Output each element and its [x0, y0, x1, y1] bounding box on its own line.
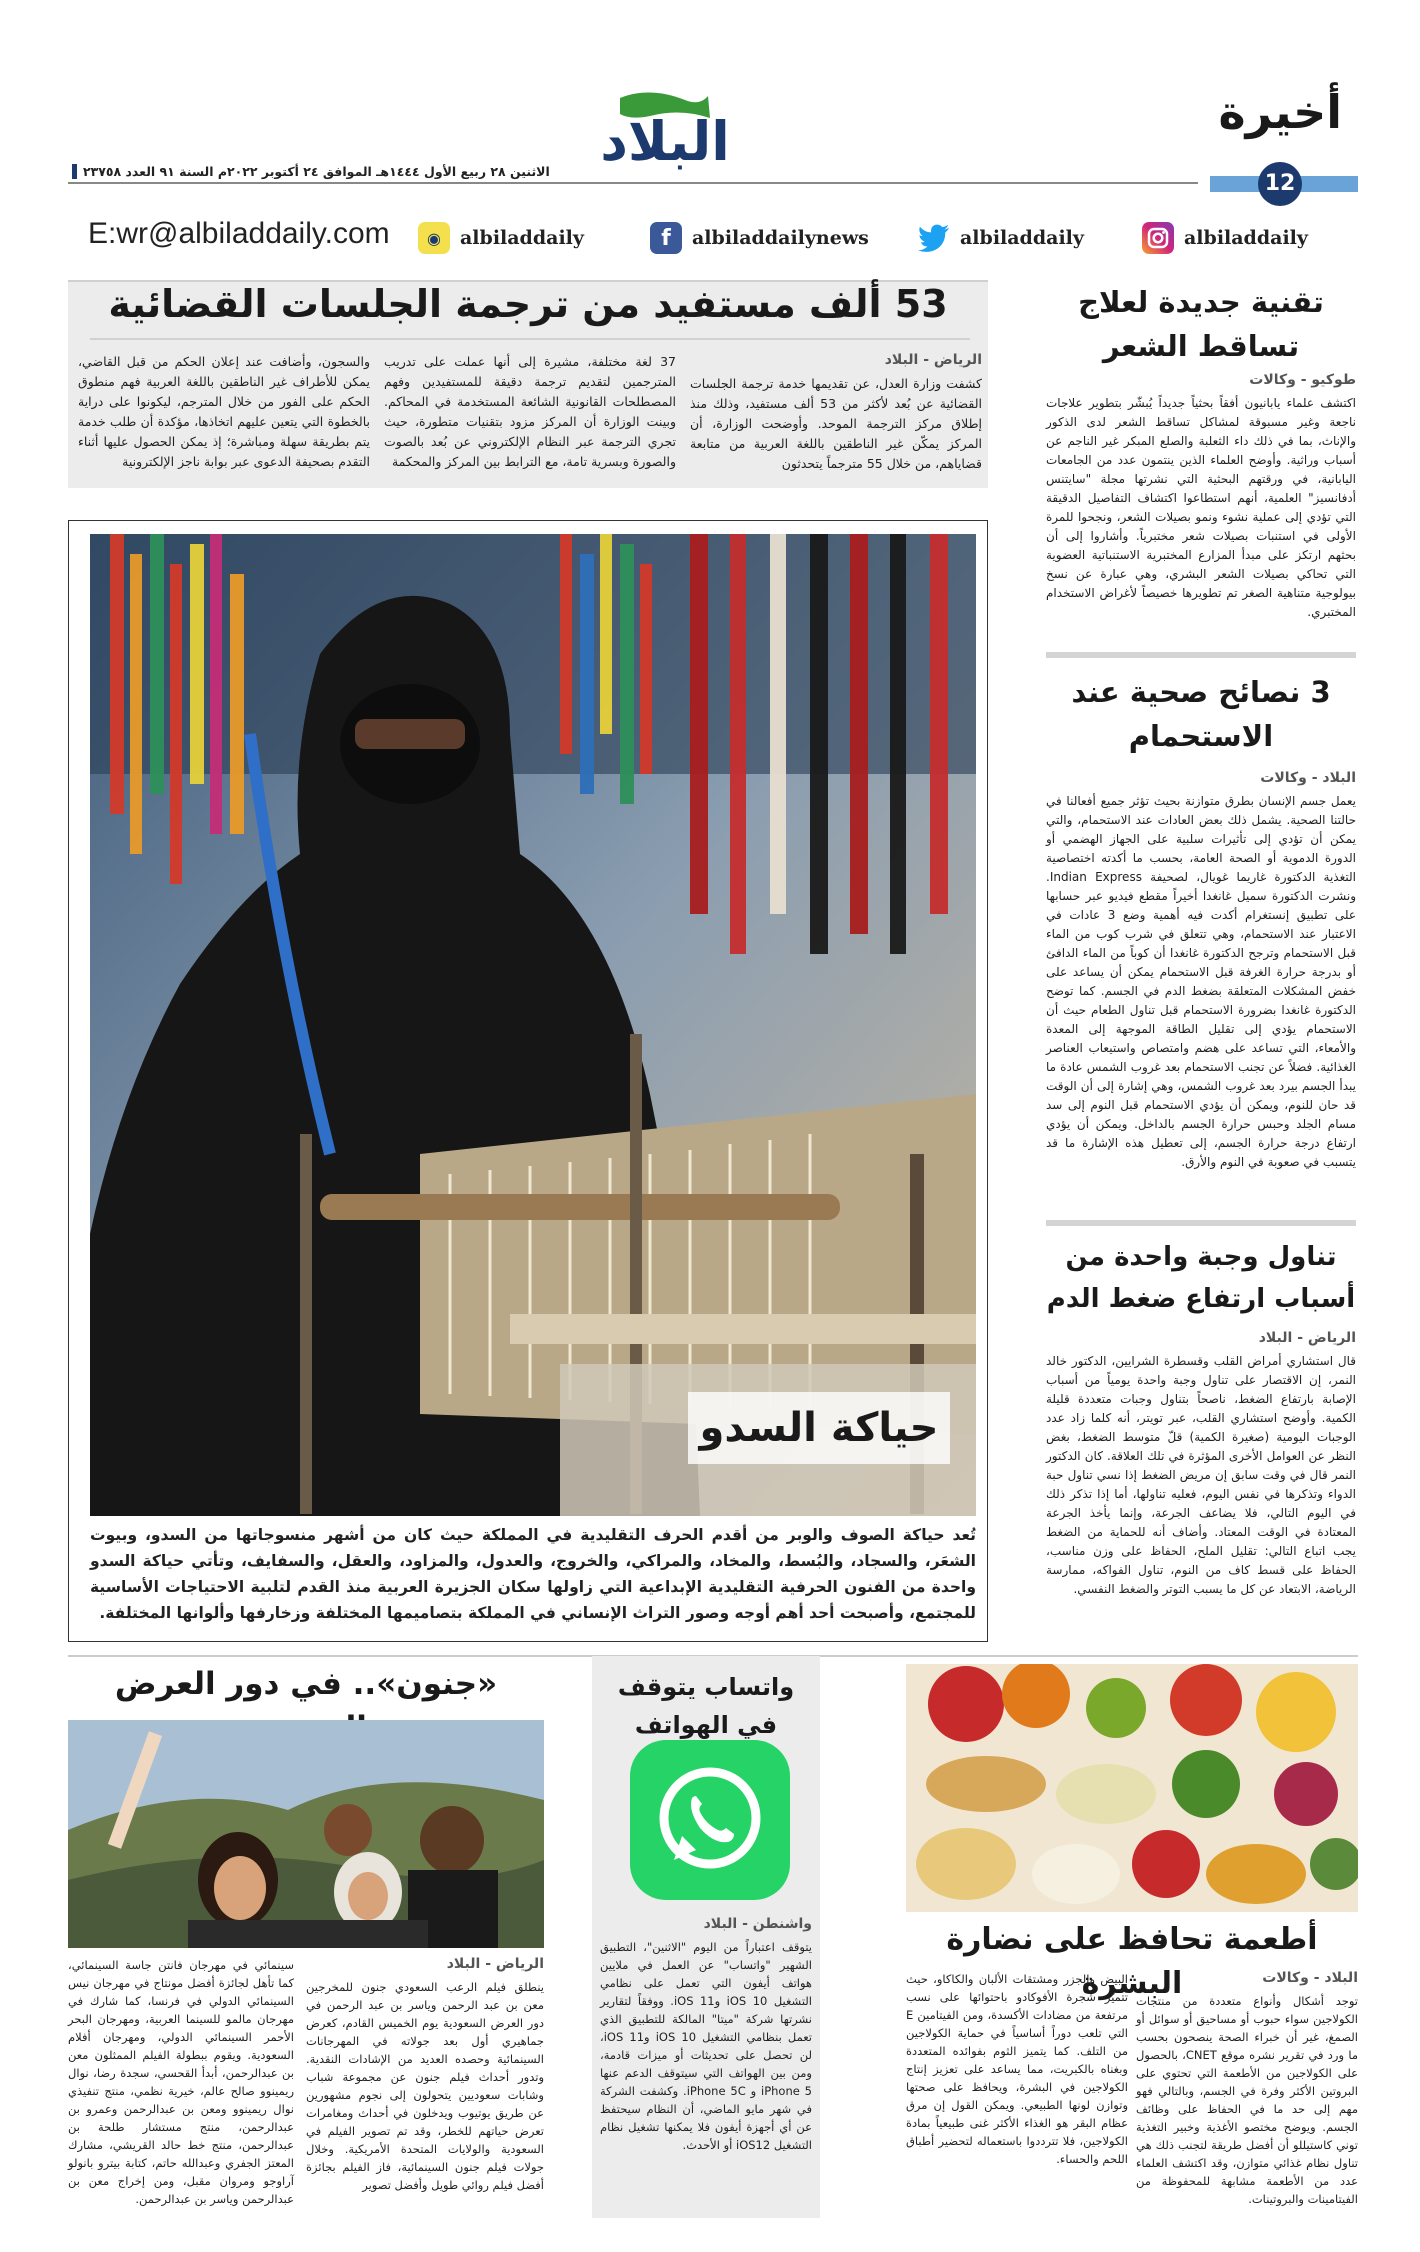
- main-story-col-3: [78, 352, 370, 472]
- social-handle-facebook: albiladdailynews: [692, 227, 869, 249]
- movie-photo: [68, 1720, 544, 1948]
- movie-headline: «جنون».. في دور العرض: [114, 1666, 498, 1702]
- dateline: الاثنين ٢٨ ربيع الأول ١٤٤٤هـ الموافق ٢٤ أكتوبر ٢٠٢٢م السنة ٩١ العدد ٢٣٧٥٨: [72, 164, 550, 179]
- bp-headline: تناول وجبة واحدة من أسباب ارتفاع ضغط الدم: [1046, 1242, 1356, 1314]
- hair-byline: طوكيو - وكالات: [1249, 372, 1356, 388]
- food-text-2: البيض والجزر ومشتقات الألبان والكاكاو، حيث تتميّز شجرة الأفوكادو باحتوائها على نسب مرتفعة من مضادات الأكسدة، ومن الفيتامين E التي تلعب دوراً أساسياً في حماية الكولاجين من التلف. كما يتميز الثوم بفوائده المتعددة وبغناه بالكبريت، مما يساعد على تعزيز إنتاج الكولاجين في البشرة، ويحافظ على صحتها وتوازن لونها الطبيعي. ويمكن القول إن مرق عظام البقر هو الغذاء الأكثر غنى طبيعياً بمادة الكولاجين، فلا تترددوا باستعماله لتحضير أطباق اللحم والحساء.: [906, 1972, 1128, 2166]
- whatsapp-story: [600, 1916, 812, 2154]
- movie-text-2: سينمائي في مهرجان فانتن جاسة السينمائي، كما تأهل لجائزة أفضل مونتاج في مهرجان نيس السينمائي الدولي في فرنسا، كما شارك في مهرجان مالمو للسينما العربية، ومهرجان البحر الأحمر السينمائي الدولي، ومهرجان أفلام السعودية. ويقوم ببطولة الفيلم الممثلون معن بن عبدالرحمن، أبدأ القحسي، سجدة رضا، نوال ريمينوو صالح عالم، خيرية نظمي، منتج تنفيذي نوال ريمينوو ومعن بن عبدالرحمن وعمرو بن عبدالرحمن، منتج مستشار طلحة بن عبدالرحمن، منتج خط حالد القريشي، مشارك المعتز الجفري وعبدالله حاتم، كتابة بيترو بانولو آراوجو ومروان مقبل، ومن إخراج معن بن عبدالرحمن وياسر بن عبدالرحمن.: [68, 1958, 294, 2206]
- main-story-divider: [90, 338, 970, 340]
- movie-col-1: [306, 1956, 544, 2194]
- bp-text: قال استشاري أمراض القلب وقسطرة الشرايين، الدكتور خالد النمر، إن الاقتصار على تناول وجبة واحدة يومياً من أسباب الإصابة بارتفاع الضغط، ناصحاً بتناول وجبات متعددة قليلة الكمية. وأوضح استشاري القلب، عبر تويتر، أنه كلما زاد عدد الوجبات اليومية (صغيرة الكمية) قلّ متوسط الضغط، بغض النظر عن العوامل الأخرى المؤثرة في تلك العلاقة. كان الدكتور النمر قال في وقت سابق إن مريض الضغط إذا نسي تناول حبة الدواء وتذكرها في نفس اليوم، فعليه تناولها، أما إذا تذكر ذلك في اليوم التالي، فلا يضاعف الجرعة، وإنما يأخذ الجرعة المعتادة في الوقت المعتاد. وأضاف أنه للحماية من الضغط يجب اتباع التالي: تقليل الملح، الحفاظ على وزن مناسب، الحفاظ على قسط كاف من النوم، تناول الفواكه، ممارسة الرياضة، الابتعاد عن كل ما يسبب التوتر والضغط النفسي.: [1046, 1354, 1356, 1596]
- whatsapp-text: يتوقف اعتباراً من اليوم "الاثنين"، التطبيق الشهير "واتساب" عن العمل في ملايين هواتف أيفون التي تعمل على نظامي التشغيل iOS 10 وiOS 11. ووفقاً لتقارير نشرتها شركة "ميتا" المالكة للتطبيق الذي تعمل بنظامي التشغيل iOS 10 وiOS 11، لن تحصل على تحديثات أو ميزات قادمة، ومن بين الهواتف التي سيتوقف الدعم عنها iPhone 5 و iPhone 5C. وكشفت الشركة في شهر مايو الماضي، أن النظام سيحتفظ عن أي أجهزة أيفون فلا يمكنها تشغيل نظام التشغيل iOS12 أو الأحدث.: [600, 1940, 813, 2152]
- whatsapp-byline: واشنطن - البلاد: [703, 1916, 812, 1932]
- food-col-1: [1136, 1970, 1358, 2208]
- instagram-icon: [1142, 222, 1174, 254]
- food-photo: [906, 1664, 1358, 1912]
- social-handle-instagram: albiladdaily: [1184, 227, 1308, 249]
- main-story-text-3: والسجون، وأضافت عند إعلان الحكم من قبل القاضي، يمكن للأطراف غير الناطقين باللغة العربية فهم منطوق الحكم على الفور من خلال المترجم، ليكونوا على دراية بالخطوة التي يتعين عليهم اتخاذها، مؤكدة أن طلب خدمة يتم بطريقة سهلة ومباشرة؛ إذ يمكن الحصول عليها أثناء التقدم بصحيفة الدعوى عبر بوابة ناجز الإلكترونية: [78, 354, 370, 469]
- bath-story: [1046, 770, 1356, 1172]
- main-story-text-1: كشفت وزارة العدل، عن تقديمها خدمة ترجمة الجلسات القضائية عن بُعد لأكثر من 53 ألف مستفيد، وذلك منذ إطلاق مركز الترجمة الموحد. وأوضحت الوزارة، أن المركز يمكّن غير الناطقين باللغة العربية من متابعة قضاياهم، من خلال 55 مترجماً يتحدثون: [690, 376, 983, 471]
- hair-story: [1046, 372, 1356, 622]
- main-story-headline: 53 ألف مستفيد من ترجمة الجلسات القضائية: [108, 282, 948, 326]
- whatsapp-icon: [630, 1740, 790, 1900]
- logo-text: البلاد: [600, 110, 730, 170]
- twitter-icon: [918, 222, 950, 254]
- facebook-icon: f: [650, 222, 682, 254]
- page-number: 12: [1258, 162, 1302, 206]
- snapchat-icon: ◉: [418, 222, 450, 254]
- feature-photo: [90, 534, 976, 1516]
- movie-col-2: [68, 1956, 294, 2208]
- bp-story: [1046, 1330, 1356, 1599]
- social-facebook[interactable]: [650, 220, 869, 256]
- main-story-text-2: 37 لغة مختلفة، مشيرة إلى أنها عملت على تدريب المترجمين لتقديم ترجمة دقيقة للمستفيدين وفهم المصطلحات القانونية الشائعة المستخدمة في المحاكم. وبينت الوزارة أن المركز مزود بتقنيات متطورة، حيث تجري الترجمة عبر النظام الإلكتروني عن بُعد بالصوت والصورة وبسرية تامة، مع الترابط بين المركز والمحكمة: [384, 354, 676, 469]
- section-title: أخيرة: [1218, 85, 1342, 139]
- movie-text-1: ينطلق فيلم الرعب السعودي جنون للمخرجين معن بن عبد الرحمن وياسر بن عبد الرحمن في دور العرض السعودية يوم الخميس القادم، كعرض جماهيري أول بعد جولاته في المهرجانات السينمائية وحصده العديد من الإشادات النقدية. وتدور أحداث فيلم جنون عن مجموعة شباب وشابات سعوديين يتحولون إلى نجوم مشهورين عن طريق يوتيوب ويدخلون في أحداث ومغامرات تعرض حياتهم للخطر، وقد تم تصوير الفيلم في السعودية والولايات المتحدة الأمريكية. وخلال جولات فيلم جنون السينمائية، فاز الفيلم بجائزة أفضل فيلم روائي طويل وأفضل تصوير: [306, 1980, 544, 2192]
- section-divider: [1046, 652, 1356, 658]
- food-byline: البلاد - وكالات: [1262, 1970, 1358, 1986]
- main-story-col-2: [384, 352, 676, 472]
- food-text-1: توجد أشكال وأنواع متعددة من منتجات الكولاجين سواء حبوب أو مساحيق أو سوائل أو الصمغ، غير أن خبراء الصحة ينصحون بحسب ما ورد في تقرير نشره موقع CNET، بالحصول على الكولاجين من الأطعمة التي تحتوي على البروتين الأكثر وفرة في الجسم، وبالتالي فهو مهم إلى حد ما في الحفاظ على وظائف الجسم. ويوضح مختصو الأغذية وخبير التغذية توني كاستيللو أن أفضل طريقة لتجنب ذلك هي تناول نظام غذائي متوازن، وقد اكتشف العلماء عدد من الأطعمة مشابهة للمحفوظة من الفيتامينات والبروتينات.: [1136, 1994, 1358, 2206]
- food-col-2: [906, 1970, 1128, 2168]
- contact-email[interactable]: E:wr@albiladdaily.com: [88, 217, 390, 250]
- bath-text: يعمل جسم الإنسان بطرق متوازنة بحيث تؤثر جميع أفعالنا في حالتنا الصحية. يشمل ذلك بعض العادات عند الاستحمام، والتي يمكن أن تؤدي إلى تأثيرات سلبية على الجهاز الهضمي أو الدورة الدموية أو الصحة العامة، بحسب ما أكدته اختصاصية التغذية الدكتورة غاريما غويال، لصحيفة Indian Express. ونشرت الدكتورة سميل غانغدا أخيراً مقطع فيديو عبر حسابها على تطبيق إنستغرام أكدت فيه أهمية وضع 3 عادات في الاعتبار عند الاستحمام، وهي تتعلق في شرب كوب من الماء قبل الاستحمام وترجح الدكتورة غانغدا أن كوباً من الماء الدافئ أو بدرجة حرارة الغرفة قبل الاستحمام يمكن أن يساعد على خفض المشكلات المتعلقة بضغط الدم في الجسم. كما توضح الدكتورة غانغدا بضرورة الاستحمام قبل تناول الطعام حيث أن الاستحمام يؤدي إلى تقليل الطاقة الموجهة إلى المعدة والأمعاء، التي تساعد على هضم وامتصاص واستيعاب العناصر الغذائية. فضلاً عن تجنب الاستحمام بعد غروب الشمس عادة ما يبدأ الجسم بيرد بعد غروب الشمس، وهي إشارة إلى أن الوقت قد حان للنوم، ويمكن أن يؤدي الاستحمام قبل النوم إلى سد مسام الجلد وحبس حرارة الجسم بالداخل. ويمكن أن يؤدي ارتفاع درجة حرارة الجسم، إلى تعطيل هذه الإشارة ما قد يتسبب في صعوبة في النوم والأرق.: [1046, 794, 1356, 1169]
- hair-text: اكتشف علماء يابانيون أفقاً بحثياً جديداً يُبشّر بتطوير علاجات ناجعة وغير مسبوقة لمشاكل تساقط الشعر لدى الذكور والإناث، بما في ذلك داء الثعلبة والصلع المبكر غير الناجم عن أسباب وراثية. وأوضح العلماء الذين ينتمون عدد من الجامعات اليابانية، في ورقتهم البحثية التي نشرتها مجلة "سايتنس أدفانسيز" العلمية، أنهم استطاعوا اكتشاف التفاصيل الدقيقة التي تؤدي إلى عملية نشوء ونمو بصيلات الشعر، ونجحوا للمرة الأولى في استنبات بصيلات شعر مختبرياً. وأشاروا إلى أن بحثهم ارتكز على مبدأ المزارع المختبرية الاستنباتية العضوية التي تحاكي بصيلات الشعر البشري، وهي عبارة عن نسخ بيولوجية متناهية الصغر تم تطويرها خصيصاً لأغراض الاستخدام المختبري.: [1046, 396, 1356, 619]
- movie-byline: الرياض - البلاد: [446, 1956, 544, 1972]
- social-snap[interactable]: [418, 220, 584, 256]
- feature-title: حياكة السدو: [688, 1392, 950, 1464]
- bath-headline: 3 نصائح صحية عند الاستحمام: [1071, 675, 1331, 753]
- newspaper-logo: [590, 88, 740, 170]
- social-twitter[interactable]: [918, 220, 1084, 256]
- main-story-col-1: [690, 352, 982, 474]
- food-headline: أطعمة تحافظ على نضارة البشرة: [946, 1922, 1318, 2001]
- social-handle-twitter: albiladdaily: [960, 227, 1084, 249]
- social-handle-snapchat: albiladdaily: [460, 227, 584, 249]
- main-story-byline: الرياض - البلاد: [884, 352, 982, 368]
- whatsapp-headline: واتساب يتوقف في الهواتف: [617, 1673, 795, 1739]
- feature-caption: تُعد حياكة الصوف والوبر من أقدم الحرف التقليدية في المملكة حيث كان من أشهر منسوجاتها من السدو، وبيوت الشعَر، والسجاد، والبُسط، والمخاد، والمراكي، والخروج، والعدول، والمزاود، والعقل، والسفايف، وتأتي حياكة السدو واحدة من الفنون الحرفية التقليدية الإبداعية التي زاولها سكان الجزيرة العربية منذ القدم لتلبية الاحتياجات الأساسية للمجتمع، وأصبحت أحد أهم أوجه وصور التراث الإنساني في المملكة بتصاميمها المختلفة وزخارفها وألوانها المختلفة.: [90, 1526, 976, 1622]
- section-divider: [1046, 1220, 1356, 1226]
- bp-byline: الرياض - البلاد: [1258, 1330, 1356, 1346]
- bath-byline: البلاد - وكالات: [1260, 770, 1356, 786]
- social-instagram[interactable]: [1142, 220, 1308, 256]
- hair-headline: تقنية جديدة لعلاج تساقط الشعر: [1078, 285, 1324, 363]
